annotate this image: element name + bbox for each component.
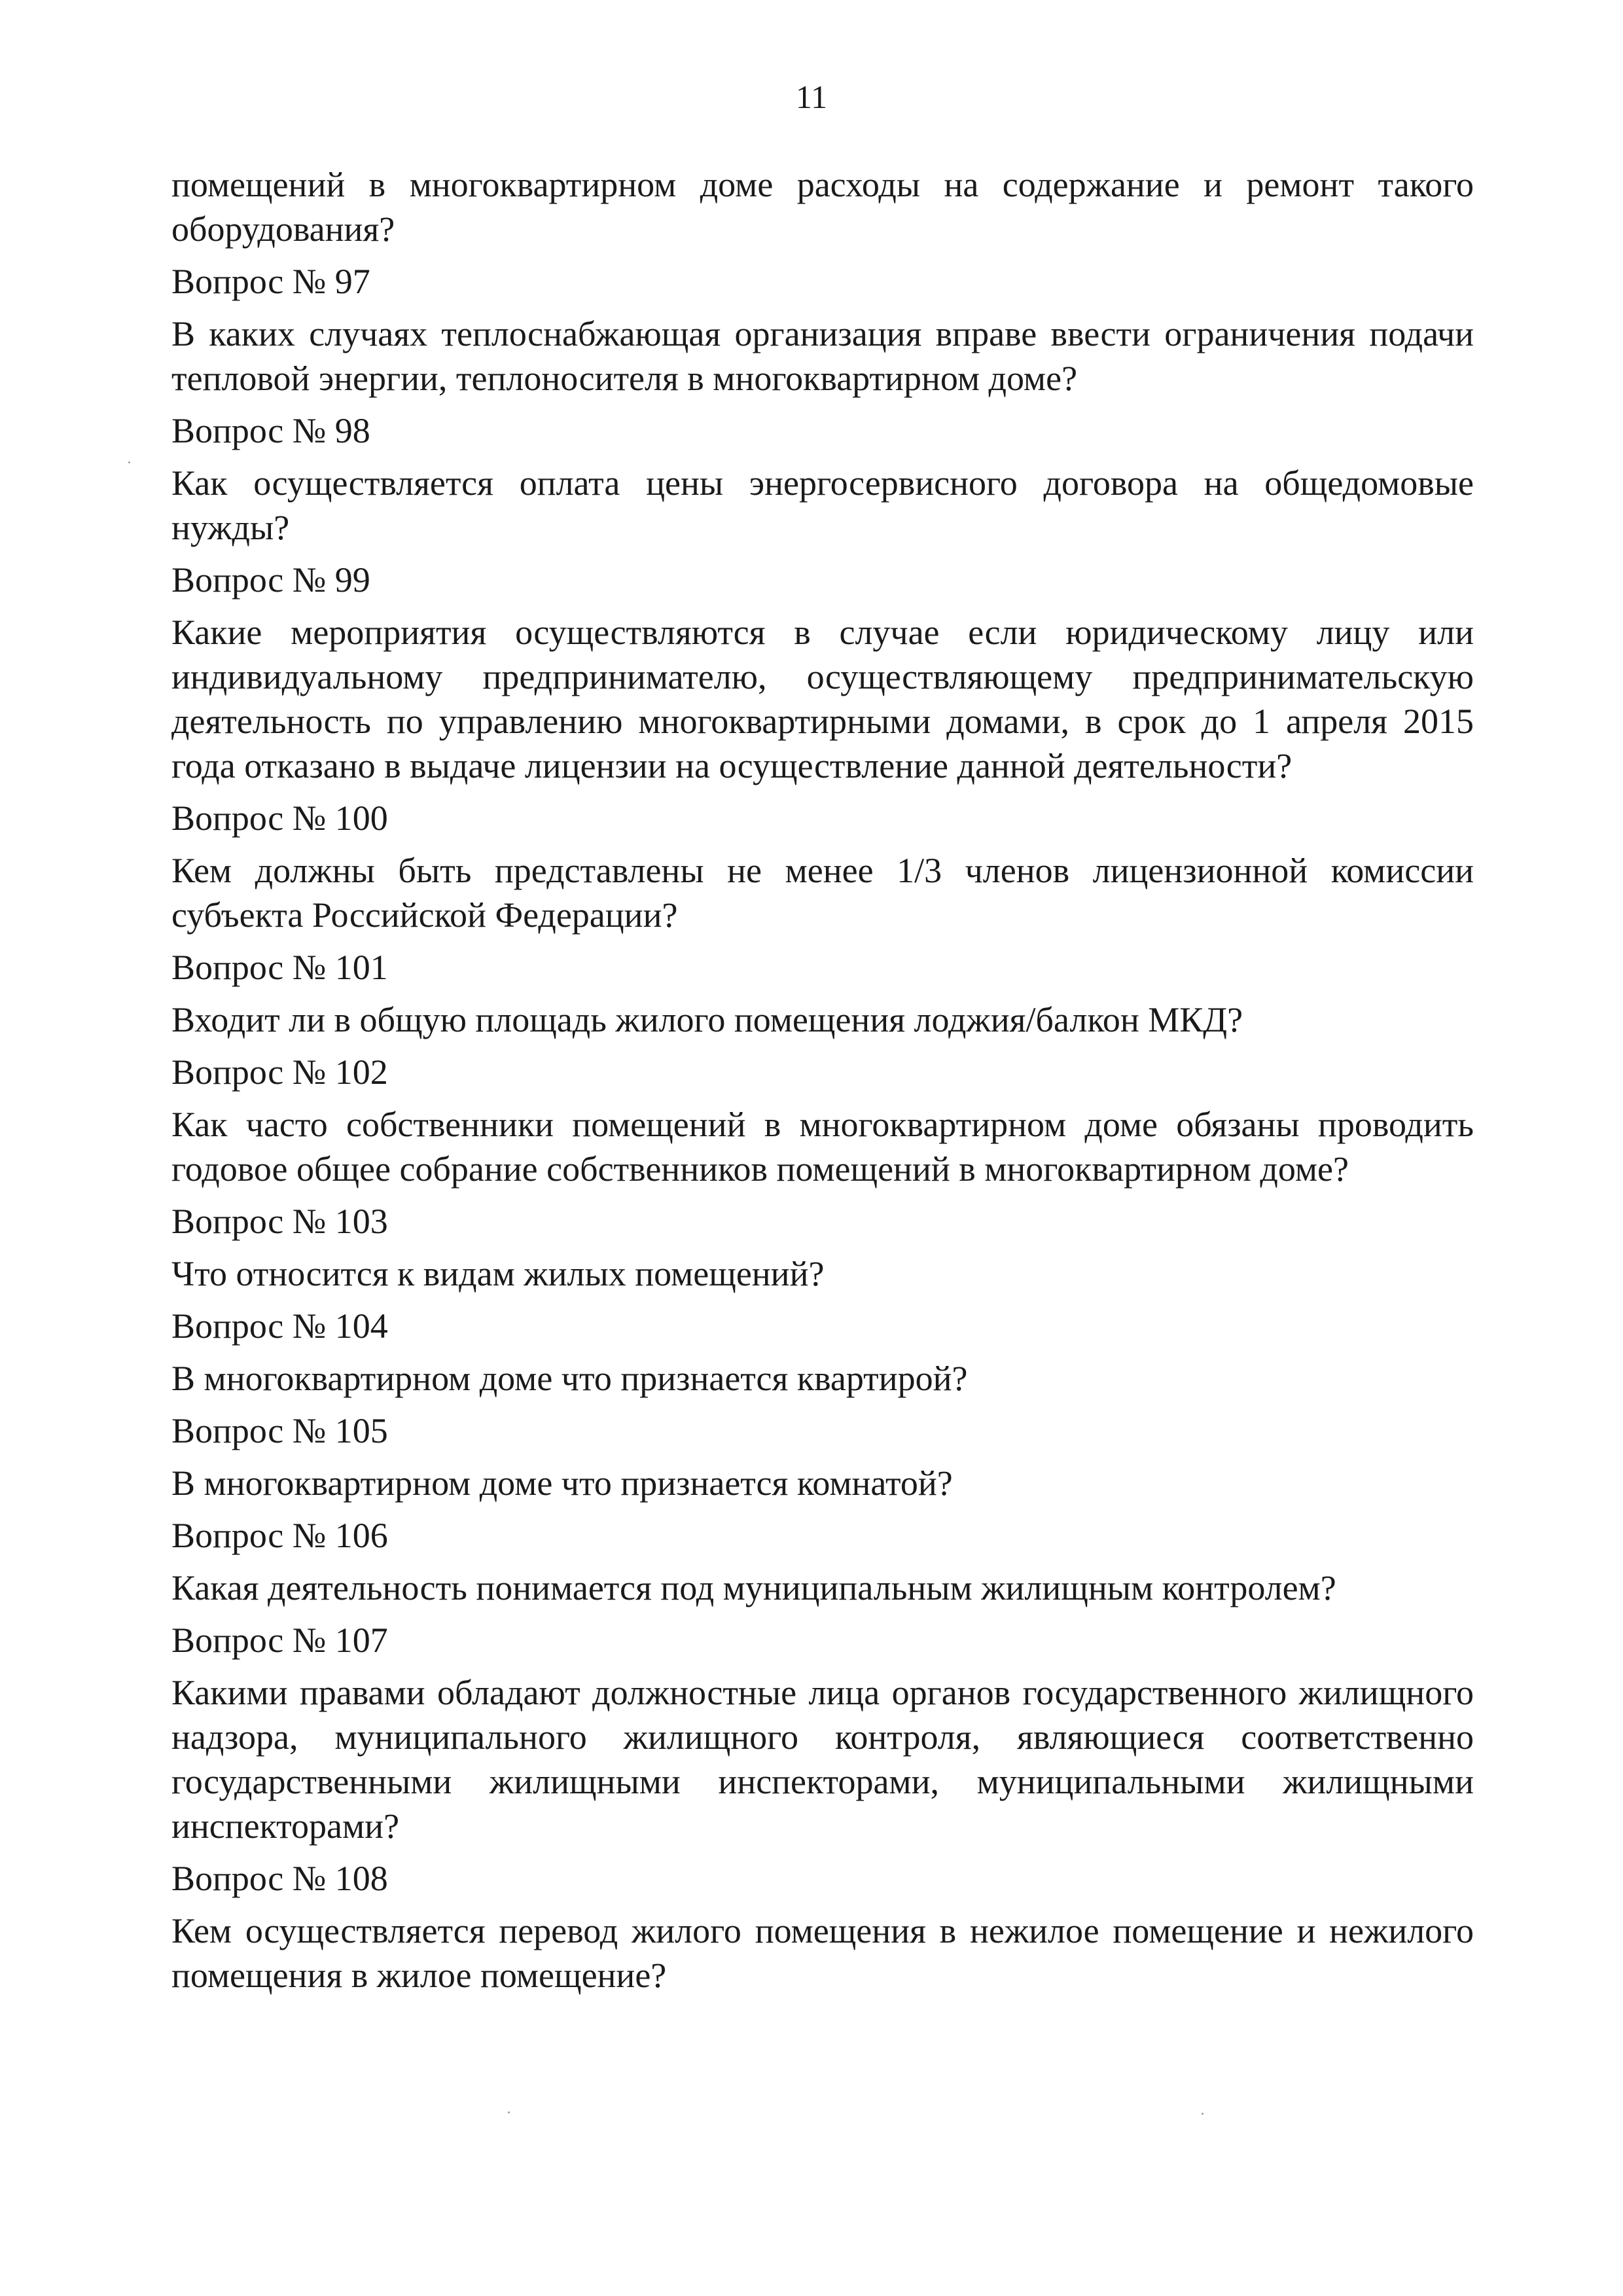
question-heading-99: Вопрос № 99: [171, 560, 370, 600]
scan-artifact: [1202, 2113, 1204, 2115]
question-text-106: Какая деятельность понимается под муниципальным жилищным контролем?: [171, 1568, 1336, 1607]
question-text-100: Кем должны быть представлены не менее 1/3 членов лицензионной комиссии субъекта Российской Федерации?: [171, 851, 1474, 935]
question-heading-97: Вопрос № 97: [171, 262, 370, 301]
question-text-99: Какие мероприятия осуществляются в случае если юридическому лицу или индивидуальному предпринимателю, осуществляющему предпринимательскую деятельность по управлению многоквартирными домами, в срок до 1 апреля 2015 года отказано в выдаче лицензии на осуществление данной деятельности?: [171, 613, 1474, 785]
question-heading-105: Вопрос № 105: [171, 1411, 388, 1450]
question-heading-102: Вопрос № 102: [171, 1052, 388, 1092]
question-text-97: В каких случаях теплоснабжающая организация вправе ввести ограничения подачи тепловой энергии, теплоносителя в многоквартирном доме?: [171, 314, 1474, 398]
question-text-108: Кем осуществляется перевод жилого помещения в нежилое помещение и нежилого помещения в жилое помещение?: [171, 1911, 1474, 1995]
question-text-105: В многоквартирном доме что признается комнатой?: [171, 1463, 953, 1503]
paragraph-continuation: помещений в многоквартирном доме расходы на содержание и ремонт такого оборудования?: [171, 165, 1474, 249]
question-heading-98: Вопрос № 98: [171, 411, 370, 450]
page-number: 11: [795, 79, 828, 115]
question-text-98: Как осуществляется оплата цены энергосервисного договора на общедомовые нужды?: [171, 463, 1474, 547]
question-heading-107: Вопрос № 107: [171, 1621, 388, 1660]
scan-artifact: [508, 2111, 510, 2113]
question-text-104: В многоквартирном доме что признается квартирой?: [171, 1359, 968, 1398]
question-heading-106: Вопрос № 106: [171, 1516, 388, 1555]
question-text-102: Как часто собственники помещений в многоквартирном доме обязаны проводить годовое общее собрание собственников помещений в многоквартирном доме?: [171, 1105, 1474, 1189]
scan-artifact: [128, 461, 130, 463]
question-heading-101: Вопрос № 101: [171, 948, 388, 987]
question-text-107: Какими правами обладают должностные лица органов государственного жилищного надзора, муниципального жилищного контроля, являющиеся соответственно государственными жилищными инспекторами, муниципальными жилищными инспекторами?: [171, 1673, 1474, 1846]
question-text-103: Что относится к видам жилых помещений?: [171, 1254, 825, 1293]
question-heading-108: Вопрос № 108: [171, 1859, 388, 1898]
question-text-101: Входит ли в общую площадь жилого помещения лоджия/балкон МКД?: [171, 1000, 1243, 1039]
question-heading-104: Вопрос № 104: [171, 1306, 388, 1346]
question-heading-103: Вопрос № 103: [171, 1202, 388, 1241]
question-heading-100: Вопрос № 100: [171, 798, 388, 838]
document-body: [171, 162, 1474, 1998]
